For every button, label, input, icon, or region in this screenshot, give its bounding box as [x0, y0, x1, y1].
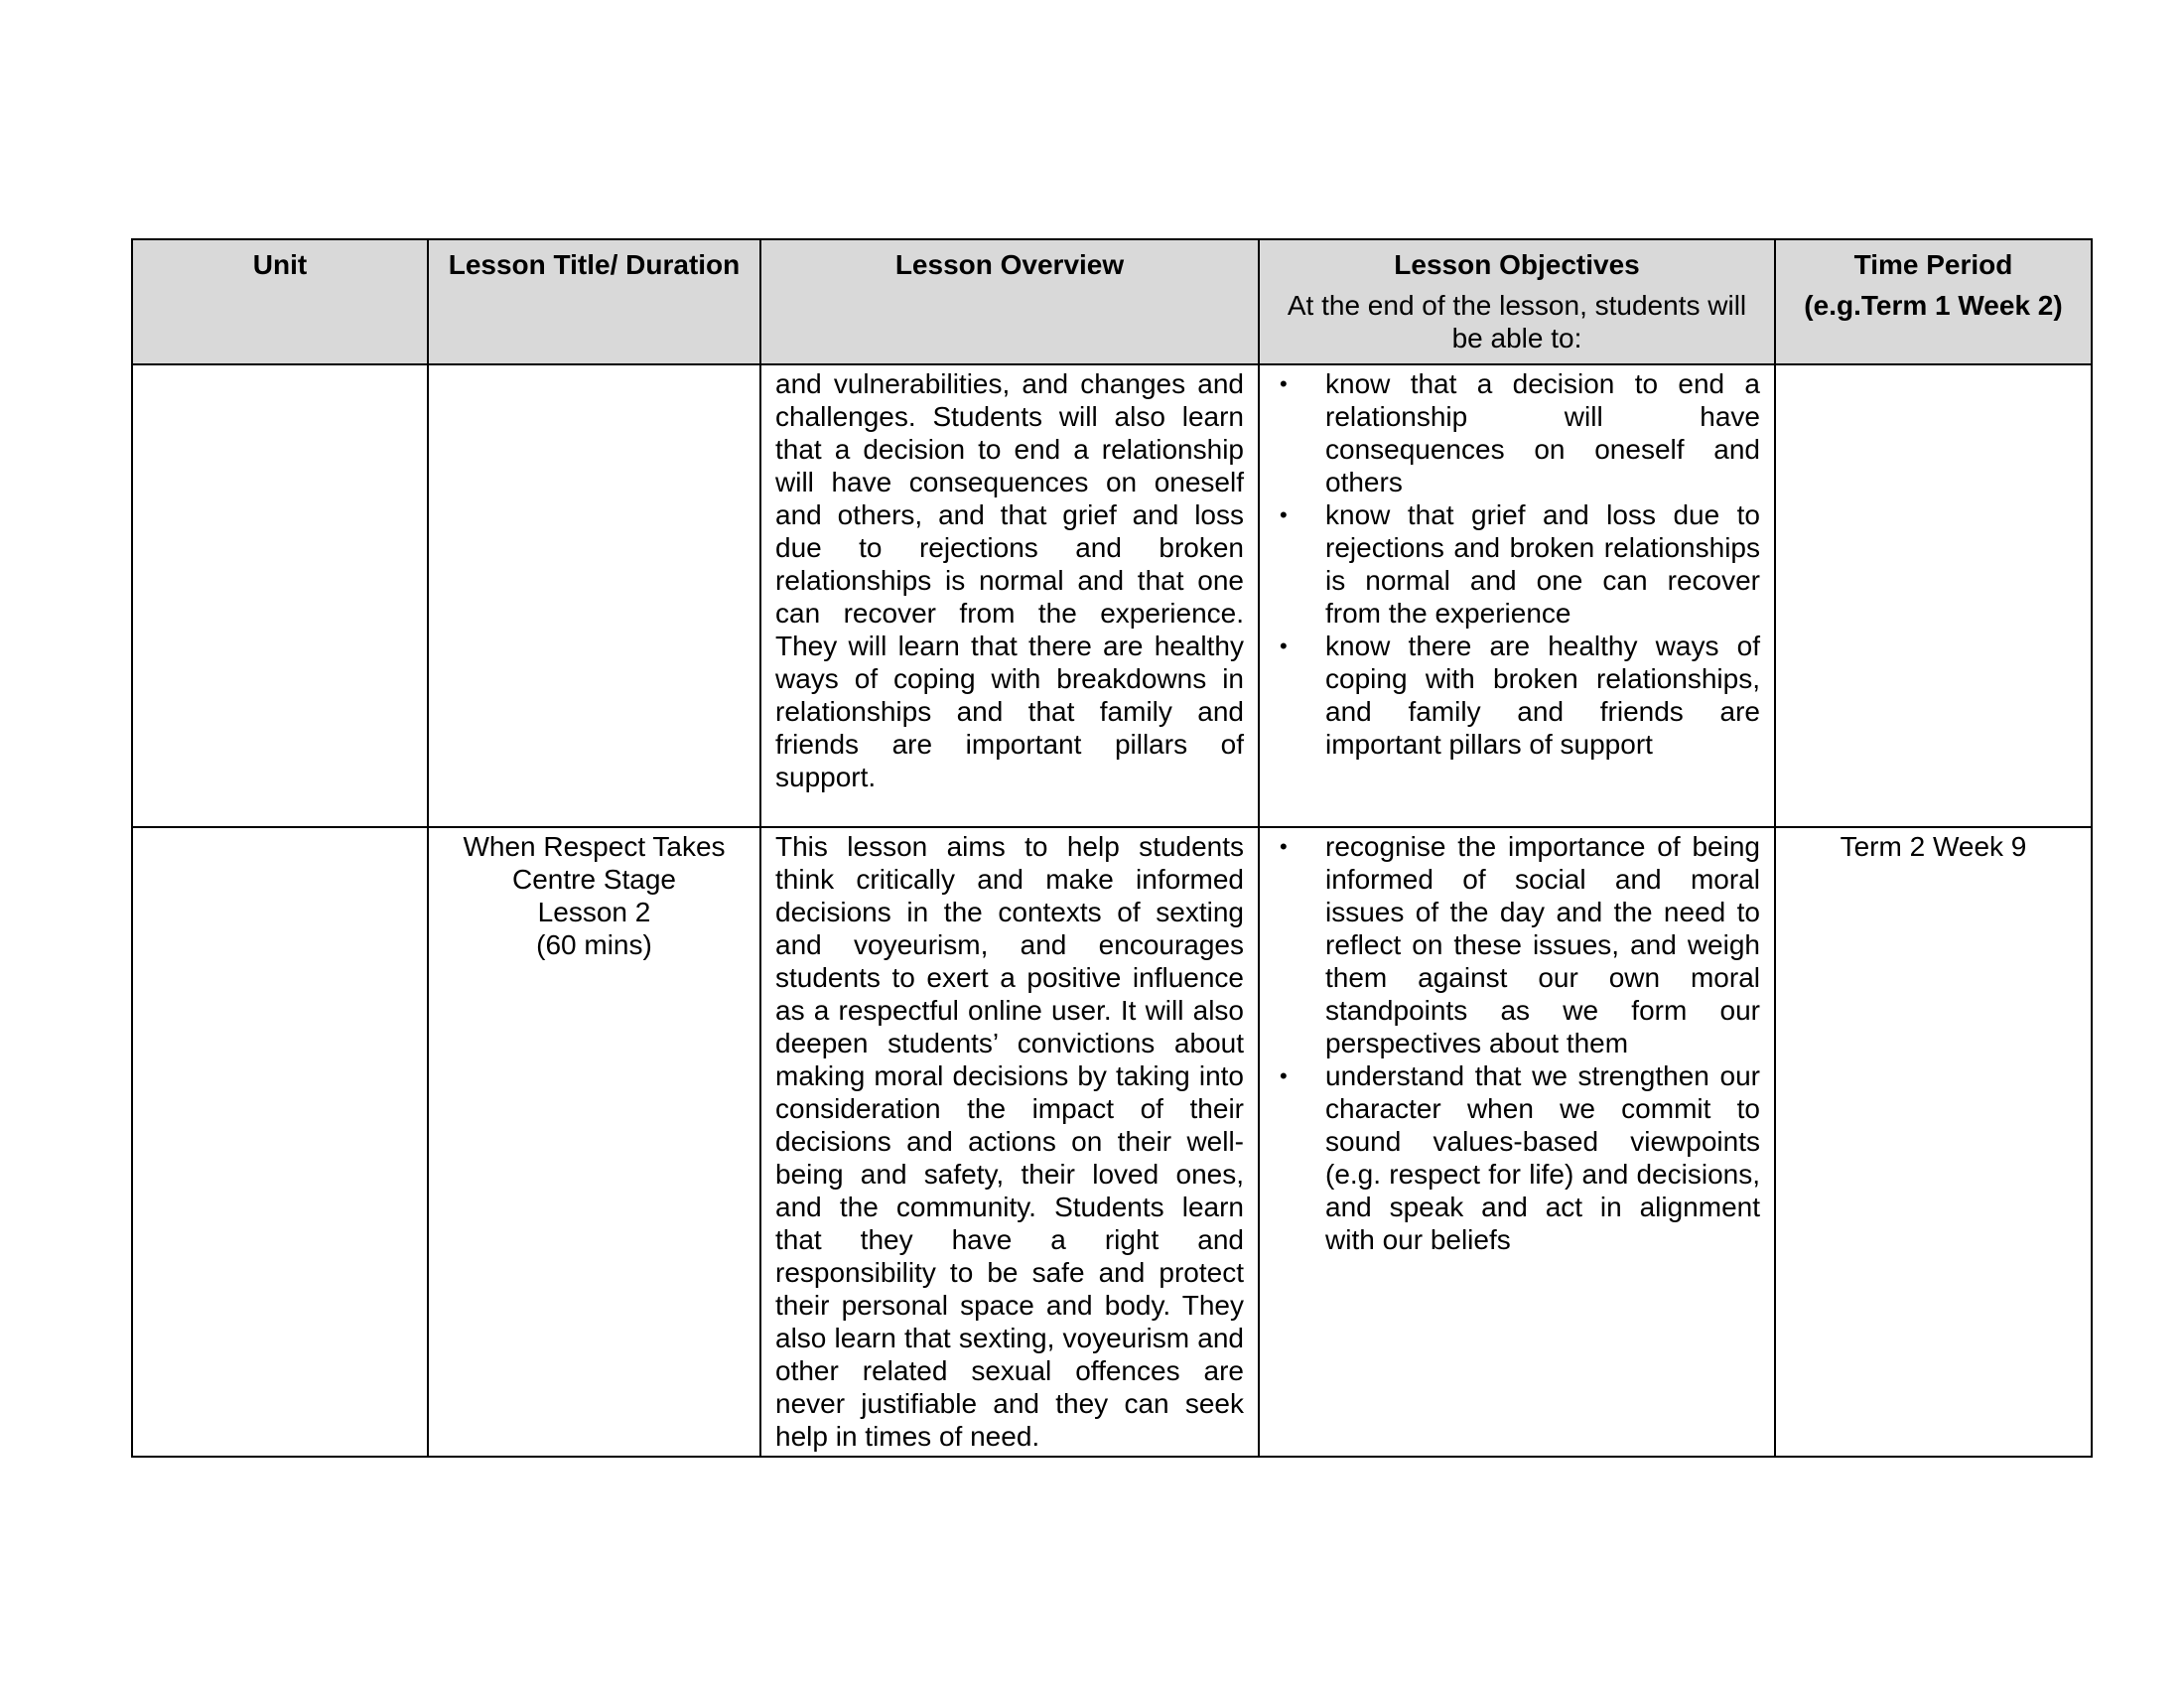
header-unit [132, 239, 428, 364]
header-lesson-title [428, 239, 760, 364]
bullet-icon: • [1280, 834, 1288, 859]
bullet-icon: • [1280, 633, 1288, 658]
header-time-period [1775, 239, 2092, 364]
objectives-list [1274, 830, 1760, 1256]
cell-lesson-title [428, 827, 760, 1457]
objective-item [1274, 630, 1760, 761]
objective-text: understand that we strengthen our character when we commit to sound values-based viewpoints (e.g. respect for life) and decisions, and speak and act in alignment with our beliefs [1325, 1060, 1760, 1255]
objective-item [1274, 498, 1760, 630]
header-lesson-objectives-label: Lesson Objectives [1394, 249, 1640, 280]
objective-text: recognise the importance of being informed of social and moral issues of the day and the need to reflect on these issues, and weigh them against our own moral standpoints as we form our perspectives about them [1325, 831, 1760, 1058]
bullet-icon: • [1280, 1063, 1288, 1088]
objective-item [1274, 1059, 1760, 1256]
objective-text: know there are healthy ways of coping with broken relationships, and family and friends are important pillars of support [1325, 631, 1760, 760]
cell-unit [132, 827, 428, 1457]
objective-item [1274, 367, 1760, 498]
bullet-icon: • [1280, 502, 1288, 527]
header-lesson-title-label: Lesson Title/ Duration [448, 249, 741, 280]
bullet-icon: • [1280, 371, 1288, 396]
objective-text: know that grief and loss due to rejections and broken relationships is normal and one can recover from the experience [1325, 499, 1760, 629]
header-time-period-label: Time Period [1853, 249, 2013, 280]
cell-time-period [1775, 364, 2092, 827]
lesson-number: Lesson 2 [537, 897, 651, 927]
cell-lesson-overview: This lesson aims to help students think critically and make informed decisions in the contexts of sexting and voyeurism, and encourages students to exert a positive influence as a respectful online user. It will also deepen students’ convictions about making moral decisions by taking into consideration the impact of their decisions and actions on their well-being and safety, their loved ones, and the community. Students learn that they have a right and responsibility to be safe and protect their personal space and body. They also learn that sexting, voyeurism and other related sexual offences are never justifiable and they can seek help in times of need. [760, 827, 1259, 1457]
lesson-plan-table [131, 238, 2093, 1458]
objectives-list [1274, 367, 1760, 761]
table-header-row [132, 239, 2092, 364]
objective-item [1274, 830, 1760, 1059]
table-row [132, 827, 2092, 1457]
header-time-period-subtitle: (e.g.Term 1 Week 2) [1804, 290, 2063, 321]
header-lesson-overview-label: Lesson Overview [894, 249, 1125, 280]
table-row [132, 364, 2092, 827]
cell-lesson-objectives [1259, 364, 1775, 827]
header-lesson-objectives-subtitle: At the end of the lesson, students will be able to: [1287, 290, 1747, 353]
cell-lesson-overview: and vulnerabilities, and changes and challenges. Students will also learn that a decision to end a relationship will have consequences on oneself and others, and that grief and loss due to rejections and broken relationships is normal and that one can recover from the experience. They will learn that there are healthy ways of coping with breakdowns in relationships and that family and friends are important pillars of support. [760, 364, 1259, 827]
lesson-title-line: Centre Stage [512, 864, 676, 895]
header-lesson-objectives [1259, 239, 1775, 364]
cell-time-period: Term 2 Week 9 [1775, 827, 2092, 1457]
lesson-title-line: When Respect Takes [463, 831, 726, 862]
cell-unit [132, 364, 428, 827]
objective-text: know that a decision to end a relationship will have consequences on oneself and others [1325, 368, 1760, 497]
cell-lesson-objectives [1259, 827, 1775, 1457]
cell-lesson-title [428, 364, 760, 827]
header-unit-label: Unit [252, 249, 308, 280]
header-lesson-overview [760, 239, 1259, 364]
lesson-duration: (60 mins) [536, 929, 652, 960]
